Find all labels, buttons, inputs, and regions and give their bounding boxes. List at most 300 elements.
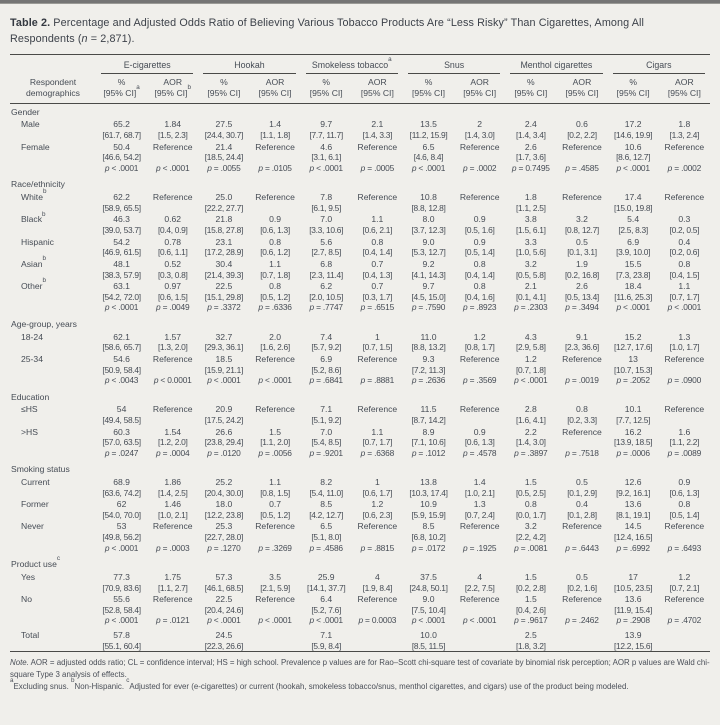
p-value: p = .6443: [565, 542, 599, 553]
table-cell: 6.2 [2.0, 10.5]: [309, 281, 344, 302]
table-cell: 1.57 [1.3, 2.0]: [157, 331, 188, 353]
table-cell: Reference: [255, 521, 295, 532]
table-cell: 8.0 [3.7, 12.3]: [411, 214, 446, 236]
table-cell: 17.4 [15.0, 19.8]: [613, 192, 653, 213]
table-cell: 54.2 [46.9, 61.5]: [102, 236, 141, 258]
table-cell: Reference: [562, 141, 602, 152]
table-cell: 2.8 [1.6, 4.1]: [516, 404, 546, 426]
data-row: [10, 426, 710, 448]
data-row: [10, 280, 710, 302]
p-row-spacer: [10, 302, 96, 316]
table-cell: 9.7 [4.5, 15.0]: [411, 281, 446, 302]
sub-header: AOR [95% CI]: [454, 74, 505, 103]
table-cell: 13 [10.7, 15.3]: [613, 353, 653, 375]
p-value: p = .8815: [360, 542, 395, 553]
table-cell: 11.5 [8.7, 14.2]: [411, 404, 446, 426]
table-cell: 9.1 [2.3, 36.6]: [565, 331, 599, 353]
data-row: [10, 236, 710, 258]
row-label: >HS: [21, 426, 38, 437]
table-cell: 55.6 [52.8, 58.4]: [102, 594, 141, 615]
row-label: Black$^b$: [21, 210, 46, 225]
data-row: [10, 118, 710, 140]
p-value: p = .7590: [411, 302, 446, 313]
data-row: [10, 353, 710, 375]
table-cell: 1.5 [1.1, 2.0]: [260, 426, 290, 448]
p-value: p = .0006: [616, 447, 650, 458]
sub-header: % [95% CI]$^a$: [96, 74, 147, 103]
sub-header: % [95% CI]: [608, 74, 659, 103]
p-value: p = .2908: [616, 615, 650, 626]
sub-header: AOR [95% CI]: [249, 74, 300, 103]
total-row: [10, 629, 710, 652]
section-row: [10, 389, 710, 404]
table-cell: 0.7 [0.3, 1.7]: [362, 281, 393, 302]
table-cell: Reference: [664, 594, 705, 605]
sub-header: AOR [95% CI]: [352, 74, 403, 103]
p-value: p < .0001: [514, 375, 548, 386]
table-cell: 57.8 [55.1, 60.4]: [102, 629, 141, 651]
table-cell: Reference: [664, 192, 705, 203]
table-cell: 0.3 [0.2, 0.5]: [669, 214, 700, 236]
table-cell: Reference: [255, 353, 295, 364]
table-cell: [454, 629, 505, 652]
table-cell: Reference: [357, 521, 398, 532]
column-group-header: Snus: [403, 55, 505, 74]
p-value: p = .6992: [616, 542, 650, 553]
p-value: p < .0001: [207, 615, 241, 626]
table-cell: Reference: [152, 353, 193, 364]
table-cell: 0.8 [0.4, 1.6]: [464, 281, 495, 302]
footnote-line: $^a$Excluding snus. $^b$Non-Hispanic. $^c$Adjusted for ever (e-cigarettes) or current (hookah, smokeless tobacco/snus, menthol cigarettes, and cigars) use of the product being modeled.: [10, 677, 629, 692]
p-value: p = .2636: [411, 375, 446, 386]
table-cell: 0.5 [0.2, 1.6]: [567, 571, 597, 593]
table-cell: 1.1 [0.6, 2.1]: [362, 214, 393, 236]
table-cell: 17.2 [14.6, 19.9]: [613, 119, 653, 141]
table-cell: Reference: [459, 521, 500, 532]
table-cell: 0.4 [0.1, 2.8]: [567, 499, 597, 520]
table-cell: Reference: [562, 426, 602, 437]
table-cell: 2.6 [1.7, 3.6]: [516, 141, 546, 163]
data-row: [10, 403, 710, 425]
table-cell: 21.8 [15.8, 27.8]: [204, 214, 244, 236]
p-value: p = 0.0003: [358, 615, 397, 626]
table-cell: 10.1 [7.7, 12.5]: [616, 404, 651, 426]
table-cell: Reference: [664, 141, 705, 152]
p-value-row: [10, 375, 710, 389]
table-cell: 1.2 [0.8, 1.7]: [464, 331, 495, 353]
table-cell: [352, 629, 403, 652]
table-cell: 26.6 [23.8, 29.4]: [204, 426, 244, 448]
row-label: Asian$^b$: [21, 255, 47, 269]
p-value: p < 0.0001: [153, 375, 192, 386]
table-cell: 5.6 [2.7, 8.5]: [311, 236, 341, 258]
row-label: Male: [21, 119, 40, 130]
table-cell: 3.5 [2.1, 5.9]: [260, 571, 290, 593]
table-cell: 2.2 [1.4, 3.0]: [516, 426, 546, 448]
section-row: [10, 556, 710, 571]
p-value: p = .6515: [360, 302, 395, 313]
table-cell: 10.9 [5.9, 15.9]: [411, 499, 446, 520]
table-cell: 25.3 [22.7, 28.0]: [204, 521, 244, 543]
p-value: p = .3494: [565, 302, 599, 313]
p-value: p = .0019: [565, 375, 599, 386]
table-cell: 48.1 [38.3, 57.9]: [102, 258, 141, 280]
table-cell: 0.9 [0.5, 1.6]: [464, 214, 495, 236]
p-value: p = .0081: [514, 542, 548, 553]
p-row-spacer: [10, 543, 96, 557]
p-value: p = .2052: [616, 375, 650, 386]
sub-header: % [95% CI]: [505, 74, 556, 103]
table-cell: Reference: [562, 192, 602, 203]
note-line: [10, 657, 715, 680]
table-cell: 60.3 [57.0, 63.5]: [102, 426, 141, 448]
table-cell: 18.0 [12.2, 23.8]: [204, 499, 244, 520]
p-value: p = .8881: [360, 375, 395, 386]
table-cell: 2.5 [1.8, 3.2]: [516, 629, 546, 651]
table-cell: 22.5 [15.1, 29.8]: [204, 281, 244, 302]
sub-header: % [95% CI]: [403, 74, 454, 103]
table-cell: 0.8 [0.4, 1.4]: [362, 236, 393, 258]
table-cell: 7.1 [5.9, 8.4]: [311, 629, 341, 651]
p-value: p < .0001: [258, 375, 292, 386]
section-label: Education: [11, 391, 50, 402]
results-table: [10, 54, 710, 652]
table-cell: 6.8 [2.3, 11.4]: [309, 258, 343, 280]
table-cell: 2.0 [1.6, 2.6]: [260, 331, 290, 353]
table-cell: Reference: [357, 192, 398, 203]
note-label: Note.: [10, 658, 29, 668]
p-value: p < .0001: [104, 615, 139, 626]
p-value: p = .0120: [207, 447, 241, 458]
table-cell: 77.3 [70.9, 83.6]: [102, 571, 141, 593]
table-cell: 4.6 [3.1, 6.1]: [311, 141, 341, 163]
p-row-spacer: [10, 375, 96, 389]
table-cell: 10.6 [8.6, 12.7]: [616, 141, 651, 163]
table-cell: 68.9 [63.6, 74.2]: [102, 476, 141, 498]
p-value: p < .0001: [104, 162, 139, 173]
table-cell: 6.5 [5.1, 8.0]: [311, 521, 341, 543]
table-cell: 1.6 [1.1, 2.2]: [669, 426, 700, 448]
table-number: Table 2.: [10, 17, 51, 29]
table-cell: 1.1 [0.7, 1.7]: [669, 281, 700, 302]
table-cell: Reference: [664, 353, 705, 364]
sub-header: % [95% CI]: [198, 74, 249, 103]
table-cell: Reference: [459, 353, 500, 364]
table-cell: 25.2 [20.4, 30.0]: [204, 476, 244, 498]
p-value: p < .0001: [616, 302, 650, 313]
table-cell: 62.2 [58.9, 65.5]: [102, 192, 141, 213]
table-cell: 0.6 [0.2, 2.2]: [567, 119, 597, 141]
p-value: p = .8923: [462, 302, 497, 313]
table-cell: 0.8 [0.5, 1.4]: [669, 499, 700, 520]
p-value-row: [10, 543, 710, 557]
table-cell: [147, 629, 198, 652]
table-cell: 37.5 [24.8, 50.1]: [409, 571, 448, 593]
column-group-header: Cigars: [608, 55, 710, 74]
table-cell: 8.5 [6.8, 10.2]: [411, 521, 446, 543]
table-cell: 20.9 [17.5, 24.2]: [204, 404, 244, 426]
p-value: p = .0049: [156, 302, 190, 313]
p-value: p = .0003: [156, 542, 190, 553]
table-cell: 7.0 [5.4, 8.5]: [311, 426, 341, 448]
section-label: Product use$^c$: [11, 555, 61, 570]
table-cell: 21.4 [18.5, 24.4]: [204, 141, 244, 163]
sub-header: % [95% CI]: [301, 74, 352, 103]
p-value: p = .0055: [207, 162, 241, 173]
row-label: Yes: [21, 571, 36, 582]
table-cell: 3.2 [0.5, 5.8]: [516, 258, 546, 280]
table-cell: 17 [10.5, 23.5]: [613, 571, 653, 593]
p-value: p = .6841: [309, 375, 343, 386]
table-cell: [556, 629, 607, 652]
table-cell: 30.4 [21.4, 39.3]: [204, 258, 244, 280]
p-value-row: [10, 163, 710, 177]
table-cell: 14.5 [12.4, 16.5]: [613, 521, 653, 543]
table-cell: 1.2 [0.7, 2.1]: [669, 571, 700, 593]
p-value: p = .7518: [565, 447, 599, 458]
table-cell: 2.1 [0.1, 4.1]: [516, 281, 546, 302]
table-cell: 1.3 [0.7, 2.4]: [464, 499, 495, 520]
table-cell: 0.4 [0.2, 0.6]: [669, 236, 700, 258]
column-group-header: E-cigarettes: [96, 55, 198, 74]
data-row: [10, 141, 710, 163]
table-cell: 57.3 [46.1, 68.5]: [204, 571, 244, 593]
column-group-row: [10, 55, 710, 74]
p-value: p < .0001: [104, 542, 139, 553]
section-row: [10, 316, 710, 331]
table-cell: 11.0 [8.8, 13.2]: [411, 331, 446, 353]
table-title-end: = 2,871).: [87, 32, 135, 45]
data-row: [10, 520, 710, 542]
table-cell: 13.9 [12.2, 15.6]: [613, 629, 653, 651]
p-value-row: [10, 448, 710, 462]
table-cell: Reference: [255, 192, 295, 203]
table-cell: 27.5 [24.4, 30.7]: [204, 119, 244, 141]
table-cell: 0.9 [0.6, 1.3]: [669, 476, 700, 498]
table-cell: 0.9 [0.5, 1.4]: [464, 236, 495, 258]
row-label: Total: [21, 629, 40, 640]
p-value: p = .6493: [667, 542, 702, 553]
p-value: p = .0105: [258, 162, 292, 173]
p-row-spacer: [10, 615, 96, 629]
table-cell: Reference: [152, 141, 193, 152]
table-cell: 2.1 [1.4, 3.3]: [362, 119, 393, 141]
table-cell: 16.2 [13.9, 18.5]: [613, 426, 653, 448]
table-cell: 1.2 [0.7, 1.8]: [516, 353, 546, 375]
table-cell: 0.9 [0.6, 1.3]: [260, 214, 290, 236]
p-value: p < .0001: [156, 162, 190, 173]
table-cell: 12.6 [9.2, 16.1]: [616, 476, 651, 498]
p-value: p < .0001: [104, 302, 139, 313]
table-cell: 63.1 [54.2, 72.0]: [102, 281, 141, 302]
p-value: p = .0002: [667, 162, 702, 173]
p-value: p = .0002: [462, 162, 497, 173]
table-cell: 1.1 [0.7, 1.8]: [260, 258, 290, 280]
p-value-row: [10, 302, 710, 316]
table-cell: 9.0 [5.3, 12.7]: [411, 236, 446, 258]
p-value: p = .3569: [462, 375, 497, 386]
p-value: p = .6336: [258, 302, 292, 313]
table-cell: 23.1 [17.2, 28.9]: [204, 236, 244, 258]
table-cell: Reference: [357, 404, 398, 415]
table-cell: Reference: [562, 594, 602, 605]
table-cell: 0.9 [0.6, 1.3]: [464, 426, 495, 448]
p-value: p < .0001: [258, 615, 292, 626]
table-cell: 2 [1.4, 3.0]: [464, 119, 495, 141]
data-row: [10, 593, 710, 615]
p-value: p < .0001: [207, 375, 241, 386]
table-cell: 0.5 [0.1, 3.1]: [567, 236, 597, 258]
section-label: Gender: [11, 106, 40, 117]
table-cell: 1 [0.7, 1.5]: [362, 331, 393, 353]
table-cell: Reference: [152, 594, 193, 605]
table-cell: 65.2 [61.7, 68.7]: [102, 119, 141, 141]
table-cell: 1.2 [0.6, 2.3]: [362, 499, 393, 520]
table-cell: 7.4 [5.7, 9.2]: [311, 331, 341, 353]
p-value: p = .0172: [411, 542, 446, 553]
data-row: [10, 191, 710, 213]
p-value: p = .6368: [360, 447, 395, 458]
data-row: [10, 476, 710, 498]
table-cell: Reference: [459, 192, 500, 203]
p-value: p = .2303: [514, 302, 548, 313]
table-cell: 8.2 [5.4, 11.0]: [309, 476, 343, 498]
row-label: No: [21, 594, 32, 605]
table-cell: 1.46 [1.0, 2.1]: [157, 499, 188, 520]
table-cell: 1.9 [0.2, 16.8]: [565, 258, 599, 280]
p-value: p = .0121: [156, 615, 190, 626]
table-cell: 1.1 [0.7, 1.7]: [362, 426, 393, 448]
table-cell: 46.3 [39.0, 53.7]: [102, 214, 141, 236]
table-cell: 5.4 [2.5, 8.3]: [618, 214, 648, 236]
footnotes: [10, 657, 715, 692]
p-value: p = .1925: [462, 542, 497, 553]
table-cell: Reference: [357, 141, 398, 152]
sub-header: AOR [95% CI]: [659, 74, 710, 103]
p-value-row: [10, 615, 710, 629]
table-cell: 9.7 [7.7, 11.7]: [309, 119, 343, 141]
table-cell: [659, 629, 710, 652]
column-group-header: Smokeless tobacco$^a$: [301, 55, 403, 74]
table-cell: 0.8 [0.0, 1.7]: [516, 499, 546, 520]
table-cell: 1 [0.6, 1.7]: [362, 476, 393, 498]
table-cell: 0.8 [0.5, 1.2]: [260, 281, 290, 302]
table-cell: 6.9 [3.9, 10.0]: [616, 236, 651, 258]
p-value: p = .0900: [667, 375, 702, 386]
table-cell: 10.0 [8.5, 11.5]: [411, 629, 446, 651]
p-value: p = .4585: [565, 162, 599, 173]
p-value: p = 0.7495: [511, 162, 550, 173]
table-cell: 1.86 [1.4, 2.5]: [157, 476, 188, 498]
table-cell: 10.8 [8.8, 12.8]: [411, 192, 446, 213]
p-value: p < .0001: [309, 162, 343, 173]
p-value: p < .0001: [616, 162, 650, 173]
p-value: p < .0001: [411, 615, 446, 626]
row-label: White$^b$: [21, 188, 47, 203]
table-cell: 6.9 [5.2, 8.6]: [311, 353, 341, 375]
table-cell: 13.5 [11.2, 15.9]: [409, 119, 448, 141]
table-cell: Reference: [357, 353, 398, 364]
sub-header-row: [10, 74, 710, 103]
table-cell: Reference: [357, 594, 398, 605]
table-cell: 0.7 [0.4, 1.3]: [362, 258, 393, 280]
p-value: p < .0001: [667, 302, 702, 313]
table-cell: 4.3 [2.9, 5.8]: [516, 331, 546, 353]
table-cell: 18.5 [15.9, 21.1]: [204, 353, 244, 375]
p-value: p = .1012: [411, 447, 446, 458]
table-cell: 1.4 [1.1, 1.8]: [260, 119, 290, 141]
table-cell: 8.5 [4.2, 12.7]: [309, 499, 344, 520]
row-label: Former: [21, 499, 49, 510]
table-cell: 1.75 [1.1, 2.7]: [157, 571, 188, 593]
table-cell: 1.1 [0.8, 1.5]: [260, 476, 290, 498]
table-cell: 0.78 [0.6, 1.1]: [157, 236, 188, 258]
row-header: Respondent demographics: [10, 74, 96, 103]
table-title: [10, 16, 710, 47]
table-cell: 24.5 [22.3, 26.6]: [204, 629, 244, 651]
table-cell: 25.9 [14.1, 37.7]: [307, 571, 346, 593]
table-cell: 6.5 [4.6, 8.4]: [413, 141, 444, 163]
table-cell: Reference: [664, 404, 705, 415]
sub-header: AOR [95% CI]: [556, 74, 607, 103]
table-cell: Reference: [255, 594, 295, 605]
table-cell: 13.8 [10.3, 17.4]: [409, 476, 448, 498]
table-cell: 13.6 [8.1, 19.1]: [616, 499, 651, 520]
table-cell: 22.5 [20.4, 24.6]: [204, 594, 244, 615]
table-cell: 0.62 [0.4, 0.9]: [157, 214, 188, 236]
table-cell: 1.5 [0.2, 2.8]: [516, 571, 546, 593]
table-cell: 32.7 [29.3, 36.1]: [204, 331, 244, 353]
section-row: [10, 461, 710, 476]
paper-sheet: [0, 4, 720, 692]
table-cell: Reference: [562, 353, 602, 364]
note-text: AOR = adjusted odds ratio; CL = confidence interval; HS = high school. Prevalence p values are for Rao–Scott chi-square test of covariate by binomial risk perception; AOR p values are Wald chi-square Type 3 analysis of effects.: [10, 658, 710, 679]
table-cell: 13.6 [11.9, 15.4]: [614, 594, 652, 615]
table-cell: 0.8 [0.2, 3.3]: [567, 404, 597, 426]
section-label: Smoking status: [11, 464, 70, 475]
table-cell: 7.1 [5.1, 9.2]: [311, 404, 341, 426]
table-cell: 1.54 [1.2, 2.0]: [157, 426, 188, 448]
table-cell: 53 [49.8, 56.2]: [102, 521, 141, 543]
row-label: Other$^b$: [21, 277, 47, 292]
table-cell: 9.0 [7.5, 10.4]: [411, 594, 446, 615]
p-row-spacer: [10, 163, 96, 177]
table-cell: 1.4 [1.0, 2.1]: [464, 476, 495, 498]
table-cell: Reference: [664, 521, 705, 532]
table-cell: 1.84 [1.5, 2.3]: [157, 119, 188, 141]
table-cell: Reference: [562, 521, 602, 532]
table-cell: 0.7 [0.5, 1.2]: [260, 499, 290, 520]
table-cell: 2.4 [1.4, 3.4]: [516, 119, 546, 141]
table-cell: 1.8 [1.3, 2.4]: [669, 119, 700, 141]
table-cell: 1.8 [1.1, 2.5]: [516, 192, 546, 213]
p-value: p = .9201: [309, 447, 343, 458]
table-cell: 4 [1.9, 8.4]: [362, 571, 393, 593]
table-cell: 9.3 [7.2, 11.3]: [411, 353, 446, 375]
table-cell: 7.0 [3.3, 10.6]: [309, 214, 344, 236]
table-cell: 7.8 [6.1, 9.5]: [311, 192, 341, 213]
row-label: Female: [21, 141, 50, 152]
p-value: p = .2462: [565, 615, 599, 626]
p-value: p = .9617: [514, 615, 548, 626]
table-cell: [249, 629, 300, 652]
table-cell: 50.4 [46.6, 54.2]: [102, 141, 141, 163]
table-title-text: Percentage and Adjusted Odds Ratio of Believing Various Tobacco Products Are “Less Risky” Than Cigarettes, Among All Respondents (: [10, 17, 645, 45]
sub-header: AOR [95% CI]$^b$: [147, 74, 198, 103]
data-row: [10, 571, 710, 593]
p-value: p = .0004: [156, 447, 190, 458]
section-row: [10, 176, 710, 191]
